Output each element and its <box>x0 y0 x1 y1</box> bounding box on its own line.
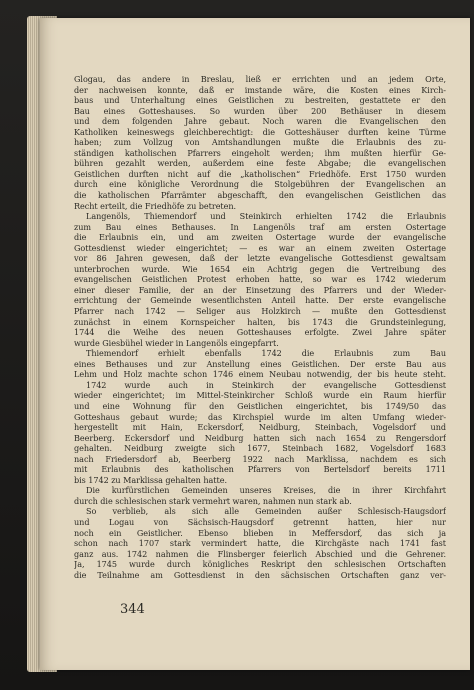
text-line: Katholiken keineswegs gleichberechtigt: die Gotteshäuser durften keine Türme <box>74 126 446 137</box>
body-text <box>74 74 446 580</box>
book-page <box>40 18 470 670</box>
text-line: Geistlichen durften nicht auf die „katholischen“ Friedhöfe. Erst 1750 wurden <box>74 168 446 179</box>
text-line: Gotteshaus gebaut wurde; das Kirchspiel wurde im alten Umfang wieder- <box>74 411 446 422</box>
text-line: Recht erteilt, die Friedhöfe zu betreten. <box>74 200 237 211</box>
text-line: evangelischen Geistlichen Protest erhoben hatte, so war es 1742 wiederum <box>74 274 446 285</box>
text-line: 1744 die Weihe des neuen Gotteshauses erfolgte. Zwei Jahre später <box>74 327 446 338</box>
text-line: eines Bethauses und zur Anstellung eines Geistlichen. Der erste Bau aus <box>74 358 446 369</box>
text-line: Beerberg. Eckersdorf und Neidburg hatten sich nach 1654 zu Rengersdorf <box>74 432 446 443</box>
text-line: durch eine königliche Verordnung die Stolgebühren der Evangelischen an <box>74 179 446 190</box>
text-line: und dem folgenden Jahre gebaut. Noch waren die Evangelischen den <box>74 116 446 127</box>
text-line: Die kurfürstlichen Gemeinden unseres Kreises, die in ihrer Kirchfahrt <box>86 485 446 496</box>
text-line: Bau eines Gotteshauses. So wurden über 200 Bethäuser in diesem <box>74 105 446 116</box>
page-number: 344 <box>120 602 145 617</box>
text-line: schon nach 1707 stark vermindert hatte, die Kirchgäste nach 1741 fast <box>74 538 446 549</box>
text-line: Lehm und Holz machte schon 1746 einem Neubau notwendig, der bis heute steht. <box>74 369 446 380</box>
text-line: die katholischen Pfarrämter abgeschafft, den evangelischen Geistlichen das <box>74 190 446 201</box>
text-line: baus und Unterhaltung eines Geistlichen zu bestreiten, gestattete er den <box>74 95 446 106</box>
text-line: unterbrochen wurde. Wie 1654 ein Achtrig gegen die Vertreibung des <box>74 263 446 274</box>
text-line: wurde Giesbühel wieder in Langenöls eingepfarrt. <box>74 337 279 348</box>
text-line: 1742 wurde auch in Steinkirch der evangelische Gottesdienst <box>86 379 446 390</box>
text-line: der nachweisen konnte, daß er imstande wäre, die Kosten eines Kirch- <box>74 84 446 95</box>
text-line: die Teilnahme am Gottesdienst in den sächsischen Ortschaften ganz ver- <box>74 569 446 580</box>
text-line: ganz aus. 1742 nahmen die Flinsberger feierlich Abschied und die Gehrener. <box>74 548 446 559</box>
text-line: So verblieb, als sich alle Gemeinden außer Schlesisch-Haugsdorf <box>86 506 446 517</box>
text-line: zunächst in einem Kornspeicher halten, bis 1743 die Grundsteinlegung, <box>74 316 446 327</box>
text-line: errichtung der Gemeinde wesentlichsten Anteil hatte. Der erste evangelische <box>74 295 446 306</box>
text-line: nach Friedersdorf ab, Beerberg 1922 nach Marklissa, nachdem es sich <box>74 453 446 464</box>
text-line: ständigen katholischen Pfarrers eingeholt werden; ihm mußten hierfür Ge- <box>74 147 446 158</box>
text-line: Pfarrer nach 1742 — Seliger aus Holzkirch — mußte den Gottesdienst <box>74 306 446 317</box>
text-line: und Logau von Sächsisch-Haugsdorf getrennt hatten, hier nur <box>74 516 446 527</box>
text-line: Gottesdienst wieder eingerichtet; — es war an einem zweiten Ostertage <box>74 242 446 253</box>
text-line: bühren gezahlt werden, außerdem eine feste Abgabe; die evangelischen <box>74 158 446 169</box>
text-line: Thiemendorf erhielt ebenfalls 1742 die Erlaubnis zum Bau <box>86 348 446 359</box>
text-line: wieder eingerichtet; im Mittel-Steinkircher Schloß wurde ein Raum hierfür <box>74 390 446 401</box>
text-line: Langenöls, Thiemendorf und Steinkirch erhielten 1742 die Erlaubnis <box>86 211 446 222</box>
text-line: noch ein Geistlicher. Ebenso blieben in Meffersdorf, das sich ja <box>74 527 446 538</box>
text-line: durch die schlesischen stark vermehrt waren, nahmen nun stark ab. <box>74 495 352 506</box>
text-line: die Erlaubnis ein, und am zweiten Ostertage wurde der evangelische <box>74 232 446 243</box>
text-line: bis 1742 zu Marklissa gehalten hatte. <box>74 474 227 485</box>
text-line: vor 86 Jahren gewesen, daß der letzte evangelische Gottesdienst gewaltsam <box>74 253 446 264</box>
text-line: mit Erlaubnis des katholischen Pfarrers von Bertelsdorf bereits 1711 <box>74 464 446 475</box>
text-line: und eine Wohnung für den Geistlichen eingerichtet, bis 1749/50 das <box>74 400 446 411</box>
text-line: haben; zum Vollzug von Amtshandlungen mußte die Erlaubnis des zu- <box>74 137 446 148</box>
text-line: Glogau, das andere in Breslau, ließ er errichten und an jedem Orte, <box>74 74 446 84</box>
text-line: Ja, 1745 wurde durch königliches Reskript den schlesischen Ortschaften <box>74 559 446 570</box>
text-line: zum Bau eines Bethauses. In Langenöls traf am ersten Ostertage <box>74 221 446 232</box>
text-line: einer dieser Familie, der an der Einsetzung des Pfarrers und der Wieder- <box>74 284 446 295</box>
text-line: hergestellt mit Hain, Eckersdorf, Neidburg, Steinbach, Vogelsdorf und <box>74 422 446 433</box>
text-line: gehalten. Neidburg zweigte sich 1677, Steinbach 1682, Vogelsdorf 1683 <box>74 443 446 454</box>
